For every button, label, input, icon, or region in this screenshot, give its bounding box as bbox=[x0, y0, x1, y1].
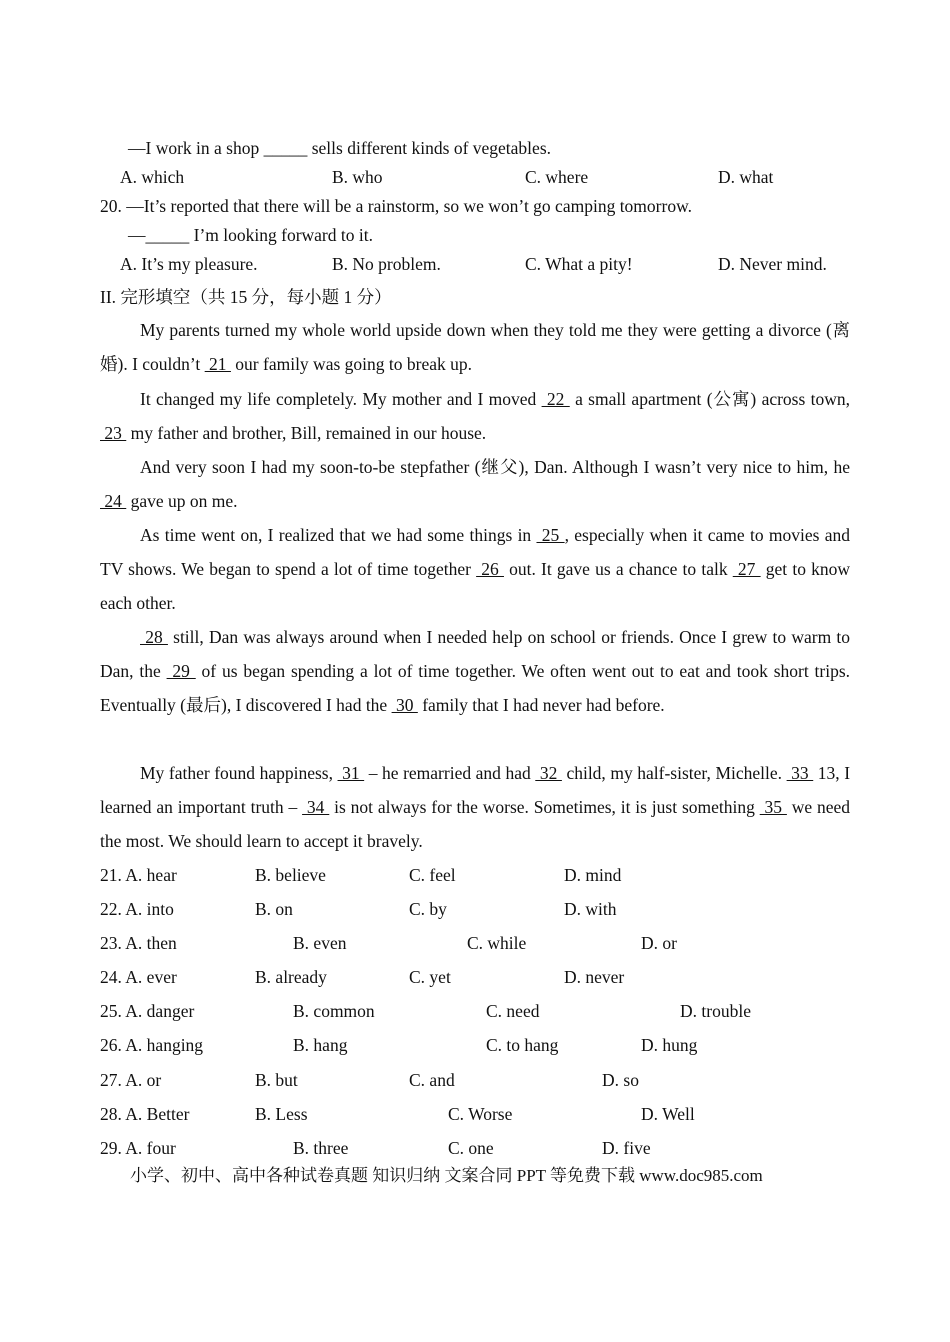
choice-27-c: C. and bbox=[409, 1070, 455, 1090]
choice-25-a: 25. A. danger bbox=[100, 1001, 195, 1021]
page-footer: 小学、初中、高中各种试卷真题 知识归纳 文案合同 PPT 等免费下载 www.doc985.com bbox=[130, 1166, 763, 1185]
q20-option-c: C. What a pity! bbox=[525, 254, 633, 274]
choice-22-d: D. with bbox=[564, 899, 617, 919]
blank-22: 22 bbox=[541, 389, 570, 409]
q19-option-b: B. who bbox=[332, 167, 383, 187]
choice-21-b: B. believe bbox=[255, 865, 326, 885]
blank-28: 28 bbox=[140, 627, 168, 647]
q20-response: —_____ I’m looking forward to it. bbox=[128, 225, 373, 245]
choice-27-a: 27. A. or bbox=[100, 1070, 162, 1090]
choice-row-29 bbox=[100, 1138, 850, 1158]
choice-row-27 bbox=[100, 1070, 850, 1090]
blank-33: 33 bbox=[786, 763, 814, 783]
passage-paragraph-2: It changed my life completely. My mother and I moved 22 a small apartment (公寓) across town, 23 my father and brother, Bill, remained in our house. bbox=[100, 389, 851, 443]
choice-28-b: B. Less bbox=[255, 1104, 308, 1124]
choice-27-b: B. but bbox=[255, 1070, 298, 1090]
choice-27-d: D. so bbox=[602, 1070, 639, 1090]
passage-paragraph-4: As time went on, I realized that we had some things in 25 , especially when it came to movies and TV shows. We began to spend a lot of time together 26 out. It gave us a chance to talk 27 get to know each other. bbox=[100, 525, 851, 613]
choice-row-21 bbox=[100, 865, 850, 885]
passage-paragraph-6: My father found happiness, 31 – he remarried and had 32 child, my half-sister, Michelle. 33 13, I learned an important truth – 34 is not always for the worse. Sometimes, it is just something 35 we need the most. We should learn to accept it bravely. bbox=[100, 763, 851, 851]
choice-26-a: 26. A. hanging bbox=[100, 1035, 204, 1055]
blank-35: 35 bbox=[759, 797, 787, 817]
choice-row-25 bbox=[100, 1001, 850, 1021]
choice-21-d: D. mind bbox=[564, 865, 622, 885]
choice-28-a: 28. A. Better bbox=[100, 1104, 190, 1124]
choice-29-a: 29. A. four bbox=[100, 1138, 176, 1158]
choice-29-b: B. three bbox=[293, 1138, 349, 1158]
q19-response: —I work in a shop _____ sells different kinds of vegetables. bbox=[128, 138, 551, 158]
blank-29: 29 bbox=[166, 661, 196, 681]
q19-option-a: A. which bbox=[120, 167, 185, 187]
choice-26-d: D. hung bbox=[641, 1035, 698, 1055]
q20-option-b: B. No problem. bbox=[332, 254, 441, 274]
choice-24-a: 24. A. ever bbox=[100, 967, 177, 987]
choice-24-b: B. already bbox=[255, 967, 327, 987]
choice-23-c: C. while bbox=[467, 933, 527, 953]
choice-row-28 bbox=[100, 1104, 850, 1124]
q20-option-d: D. Never mind. bbox=[718, 254, 827, 274]
passage-paragraph-3: And very soon I had my soon-to-be stepfather (继父), Dan. Although I wasn’t very nice to him, he 24 gave up on me. bbox=[100, 457, 850, 511]
blank-30: 30 bbox=[391, 695, 418, 715]
choice-24-d: D. never bbox=[564, 967, 625, 987]
choice-22-c: C. by bbox=[409, 899, 447, 919]
choice-28-c: C. Worse bbox=[448, 1104, 513, 1124]
blank-32: 32 bbox=[535, 763, 562, 783]
choice-28-d: D. Well bbox=[641, 1104, 695, 1124]
choice-row-26 bbox=[100, 1035, 850, 1055]
blank-23: 23 bbox=[100, 423, 127, 443]
choice-23-a: 23. A. then bbox=[100, 933, 177, 953]
blank-31: 31 bbox=[337, 763, 365, 783]
choice-23-b: B. even bbox=[293, 933, 347, 953]
blank-21: 21 bbox=[204, 354, 231, 374]
passage-paragraph-5: 28 still, Dan was always around when I needed help on school or friends. Once I grew to warm to Dan, the 29 of us began spending a lot of time together. We often went out to eat and took short trips. Eventually (最后), I discovered I had the 30 family that I had never had before. bbox=[100, 627, 851, 715]
blank-25: 25 bbox=[536, 525, 565, 545]
choice-23-d: D. or bbox=[641, 933, 677, 953]
choice-24-c: C. yet bbox=[409, 967, 451, 987]
blank-34: 34 bbox=[302, 797, 330, 817]
choice-25-c: C. need bbox=[486, 1001, 540, 1021]
blank-26: 26 bbox=[476, 559, 504, 579]
choice-row-22 bbox=[100, 899, 850, 919]
blank-24: 24 bbox=[100, 491, 127, 511]
q20-option-a: A. It’s my pleasure. bbox=[120, 254, 258, 274]
choice-row-24 bbox=[100, 967, 850, 987]
choice-row-23 bbox=[100, 933, 850, 953]
choice-29-c: C. one bbox=[448, 1138, 494, 1158]
blank-27: 27 bbox=[732, 559, 761, 579]
section-heading: II. 完形填空（共 15 分，每小题 1 分） bbox=[100, 287, 392, 307]
q19-option-d: D. what bbox=[718, 167, 774, 187]
choice-25-b: B. common bbox=[293, 1001, 375, 1021]
choice-22-b: B. on bbox=[255, 899, 293, 919]
passage-paragraph-1: My parents turned my whole world upside down when they told me they were getting a divorce (离婚). I couldn’t 21 our family was going to break up. bbox=[100, 320, 850, 374]
choice-29-d: D. five bbox=[602, 1138, 651, 1158]
choice-26-c: C. to hang bbox=[486, 1035, 559, 1055]
q19-option-c: C. where bbox=[525, 167, 589, 187]
q20-stem: 20. —It’s reported that there will be a rainstorm, so we won’t go camping tomorrow. bbox=[100, 196, 692, 216]
choice-26-b: B. hang bbox=[293, 1035, 348, 1055]
choice-22-a: 22. A. into bbox=[100, 899, 174, 919]
choice-21-a: 21. A. hear bbox=[100, 865, 177, 885]
choice-25-d: D. trouble bbox=[680, 1001, 751, 1021]
choice-21-c: C. feel bbox=[409, 865, 456, 885]
